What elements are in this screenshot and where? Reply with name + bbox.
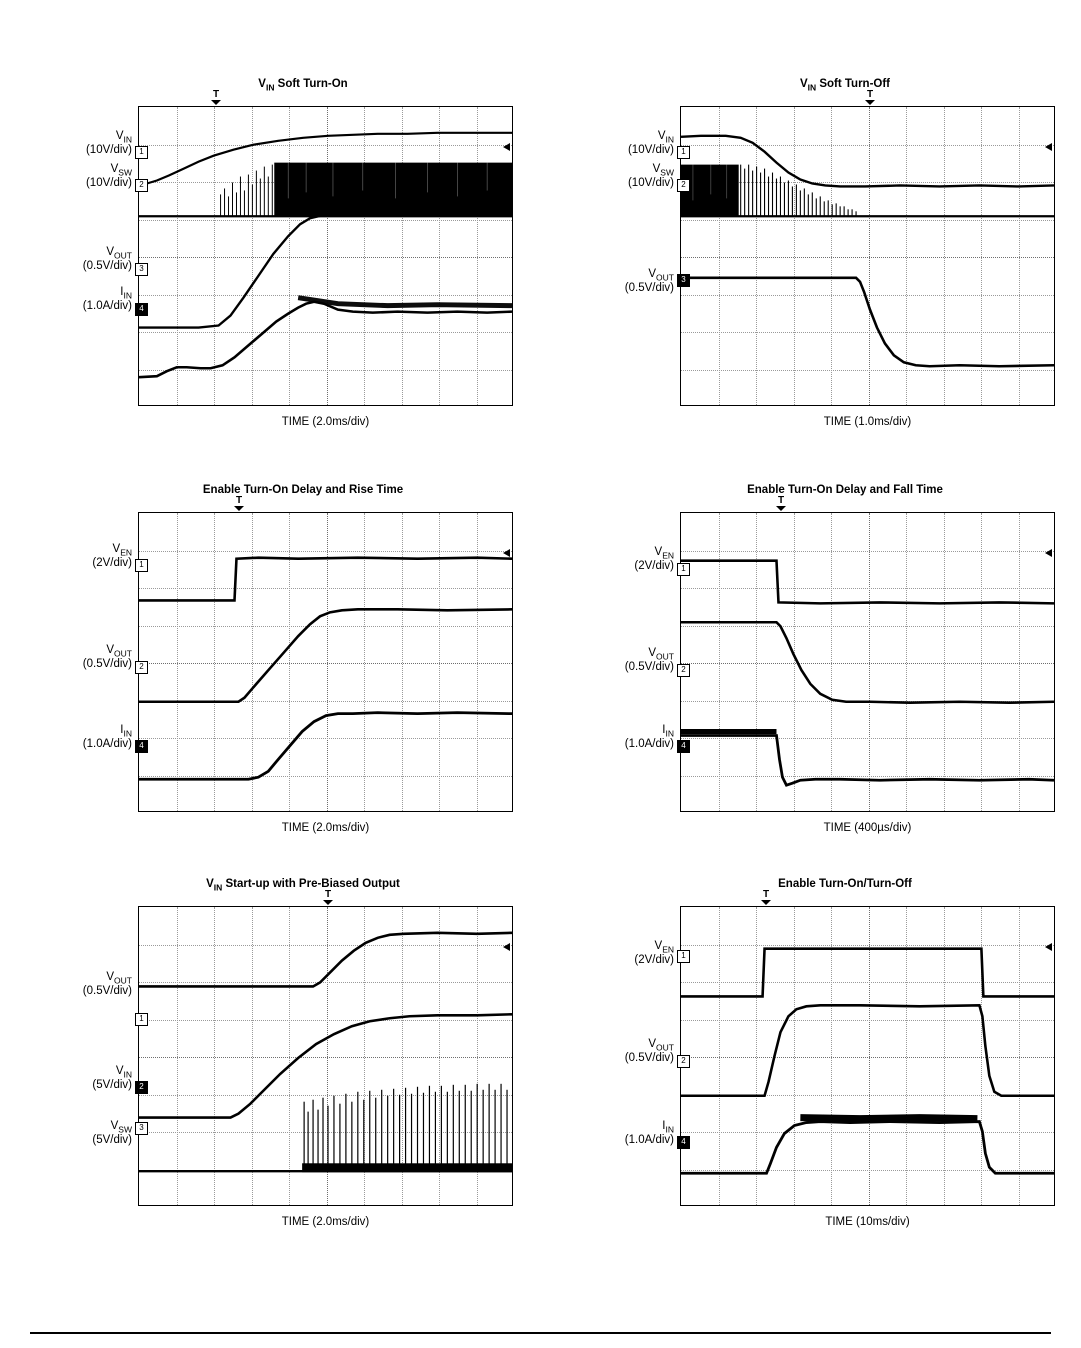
channel-label-vout: $V_{OUT}$ (0.5V/div)	[624, 1038, 674, 1065]
figure-enable-turn-on-turn-off	[620, 878, 1070, 1228]
channel-badge-4[interactable]: 4	[135, 303, 148, 316]
channel-badge-2[interactable]: 2	[677, 664, 690, 677]
trigger-triangle-icon	[865, 100, 875, 105]
channel-label-vout: $V_{OUT}$ (0.5V/div)	[82, 971, 132, 998]
trigger-triangle-icon	[211, 100, 221, 105]
x-axis-label: TIME (2.0ms/div)	[281, 416, 370, 428]
channel-marker-arrow-icon	[1045, 549, 1052, 557]
channel-badge-2[interactable]: 2	[677, 1055, 690, 1068]
figure-title: $V_{IN}$ Soft Turn-Off	[799, 78, 891, 93]
channel-label-vin: $V_{IN}$ (5V/div)	[92, 1065, 132, 1092]
channel-badge-2[interactable]: 2	[135, 179, 148, 192]
x-axis-label: TIME (400µs/div)	[823, 822, 912, 834]
oscilloscope-screen	[138, 512, 513, 812]
x-axis-label: TIME (1.0ms/div)	[823, 416, 912, 428]
oscilloscope-screen	[138, 906, 513, 1206]
trigger-marker: T	[759, 892, 773, 905]
channel-marker-arrow-icon	[1045, 143, 1052, 151]
channel-badge-3[interactable]: 3	[677, 274, 690, 287]
trigger-triangle-icon	[776, 506, 786, 511]
figure-vin-soft-turn-off	[620, 78, 1070, 428]
channel-label-vout: $V_{OUT}$ (0.5V/div)	[624, 268, 674, 295]
channel-label-iin: $I_{IN}$ (1.0A/div)	[82, 724, 132, 751]
channel-marker-arrow-icon	[503, 549, 510, 557]
figure-enable-turn-on-delay-fall-time	[620, 484, 1070, 834]
footer-divider	[30, 1332, 1051, 1334]
channel-label-vout: $V_{OUT}$ (0.5V/div)	[82, 644, 132, 671]
waveform-traces	[139, 907, 512, 1205]
channel-label-vsw: $V_{SW}$ (10V/div)	[85, 163, 132, 190]
figure-vin-startup-pre-biased-output	[78, 878, 528, 1228]
channel-label-iin: $I_{IN}$ (1.0A/div)	[624, 724, 674, 751]
channel-label-vin: $V_{IN}$ (10V/div)	[627, 130, 674, 157]
channel-badge-1[interactable]: 1	[135, 1013, 148, 1026]
waveform-traces	[681, 513, 1054, 811]
channel-badge-2[interactable]: 2	[677, 179, 690, 192]
channel-marker-arrow-icon	[1045, 943, 1052, 951]
channel-badge-1[interactable]: 1	[135, 146, 148, 159]
channel-badge-3[interactable]: 3	[135, 263, 148, 276]
waveform-traces	[139, 107, 512, 405]
figure-vin-soft-turn-on	[78, 78, 528, 428]
waveform-traces	[681, 107, 1054, 405]
trigger-marker: T	[209, 92, 223, 105]
channel-marker-arrow-icon	[503, 143, 510, 151]
trigger-marker: T	[232, 498, 246, 511]
waveform-traces	[139, 513, 512, 811]
channel-badge-1[interactable]: 1	[677, 950, 690, 963]
channel-badge-2[interactable]: 2	[135, 661, 148, 674]
channel-badge-1[interactable]: 1	[135, 559, 148, 572]
x-axis-label: TIME (10ms/div)	[825, 1216, 910, 1228]
trigger-marker: T	[863, 92, 877, 105]
x-axis-label: TIME (2.0ms/div)	[281, 1216, 370, 1228]
channel-badge-3[interactable]: 3	[135, 1122, 148, 1135]
channel-label-iin: $I_{IN}$ (1.0A/div)	[624, 1120, 674, 1147]
channel-badge-4[interactable]: 4	[677, 740, 690, 753]
channel-label-vsw: $V_{SW}$ (10V/div)	[627, 163, 674, 190]
figure-title: $V_{IN}$ Start-up with Pre-Biased Output	[206, 878, 400, 893]
oscilloscope-screen	[680, 106, 1055, 406]
figure-title: Enable Turn-On Delay and Fall Time	[747, 484, 943, 496]
oscilloscope-screen	[680, 512, 1055, 812]
channel-badge-4[interactable]: 4	[135, 740, 148, 753]
channel-badge-4[interactable]: 4	[677, 1136, 690, 1149]
channel-badge-2[interactable]: 2	[135, 1081, 148, 1094]
channel-label-vsw: $V_{SW}$ (5V/div)	[92, 1120, 132, 1147]
figure-title: $V_{IN}$ Soft Turn-On	[258, 78, 348, 93]
channel-badge-1[interactable]: 1	[677, 146, 690, 159]
channel-label-vin: $V_{IN}$ (10V/div)	[85, 130, 132, 157]
trigger-marker: T	[321, 892, 335, 905]
trigger-marker: T	[774, 498, 788, 511]
channel-label-ven: $V_{EN}$ (2V/div)	[634, 546, 674, 573]
channel-label-iin: $I_{IN}$ (1.0A/div)	[82, 286, 132, 313]
channel-label-ven: $V_{EN}$ (2V/div)	[92, 543, 132, 570]
waveform-traces	[681, 907, 1054, 1205]
figure-enable-turn-on-delay-rise-time	[78, 484, 528, 834]
channel-badge-1[interactable]: 1	[677, 563, 690, 576]
x-axis-label: TIME (2.0ms/div)	[281, 822, 370, 834]
trigger-triangle-icon	[234, 506, 244, 511]
oscilloscope-screen	[138, 106, 513, 406]
oscilloscope-screen	[680, 906, 1055, 1206]
trigger-triangle-icon	[761, 900, 771, 905]
channel-label-vout: $V_{OUT}$ (0.5V/div)	[82, 246, 132, 273]
figure-title: Enable Turn-On/Turn-Off	[778, 878, 912, 890]
figure-title: Enable Turn-On Delay and Rise Time	[202, 484, 404, 496]
channel-label-ven: $V_{EN}$ (2V/div)	[634, 940, 674, 967]
trigger-triangle-icon	[323, 900, 333, 905]
channel-marker-arrow-icon	[503, 943, 510, 951]
channel-label-vout: $V_{OUT}$ (0.5V/div)	[624, 647, 674, 674]
